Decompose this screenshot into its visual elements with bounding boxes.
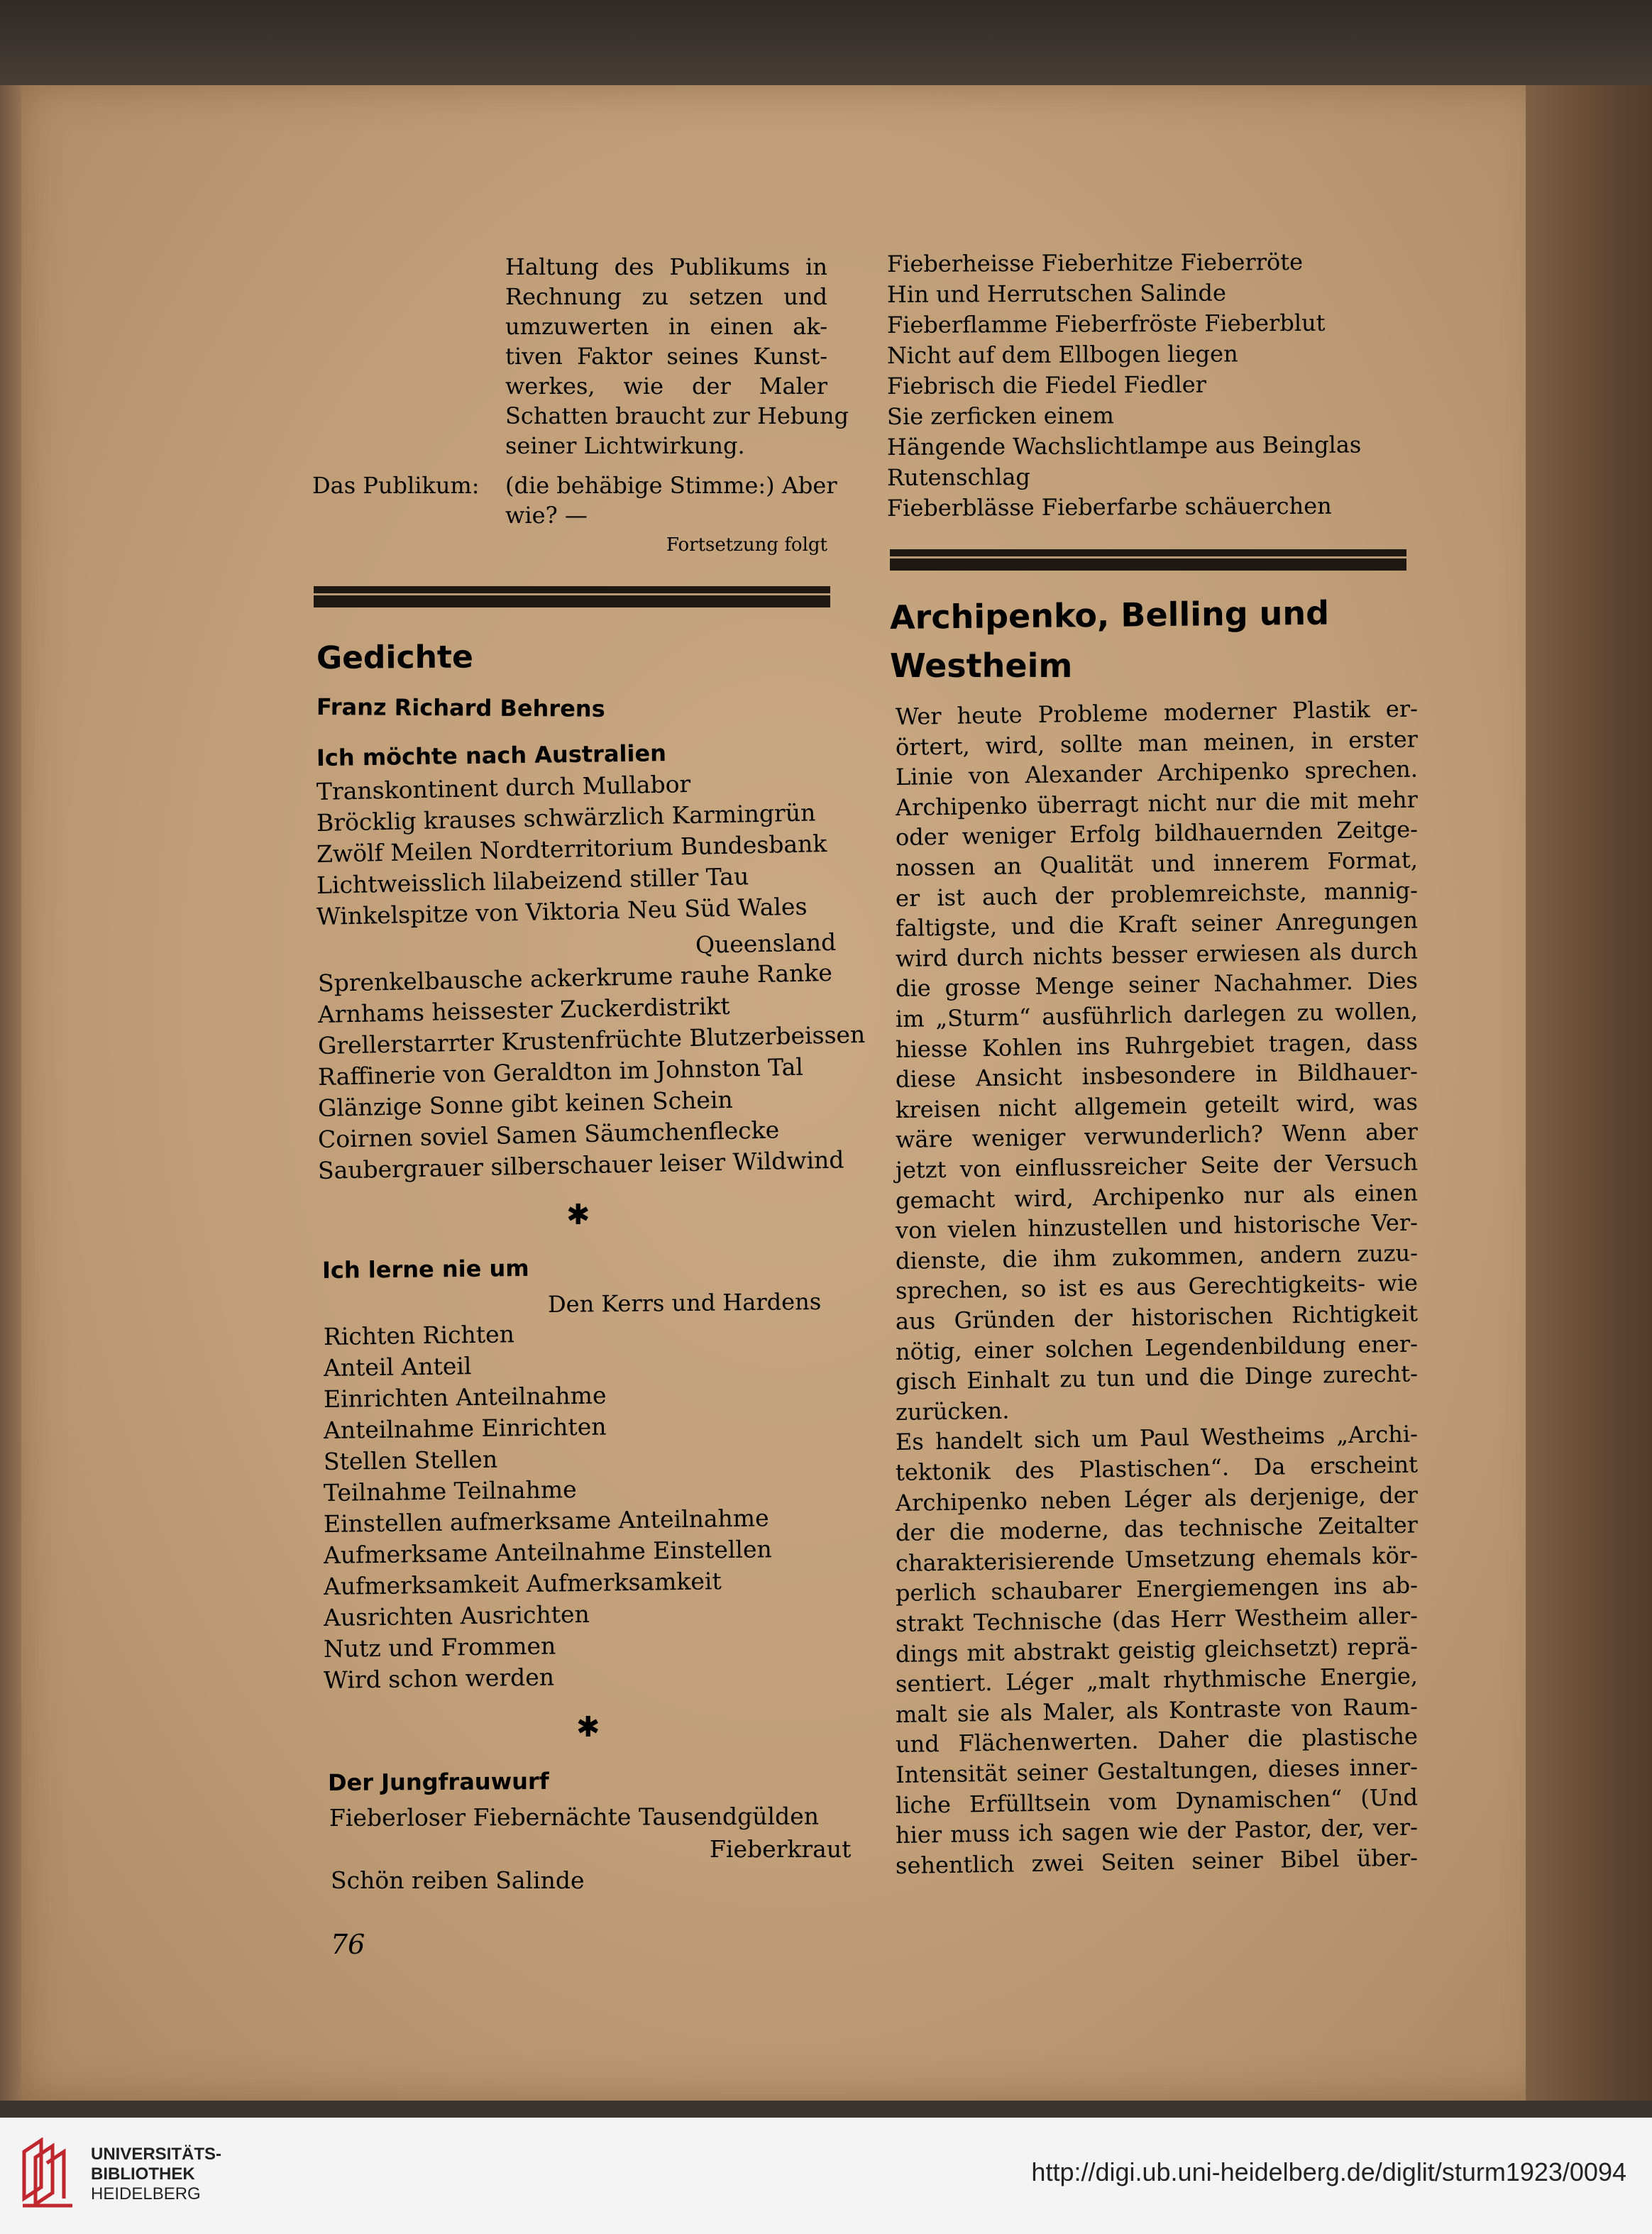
section-title: Gedichte	[316, 639, 473, 676]
page-number: 76	[331, 1929, 365, 1960]
left-top-line: seiner Lichtwirkung.	[505, 432, 745, 459]
article-line: kreisen nicht allgemein geteilt wird, was	[895, 1088, 1419, 1123]
article-line: malt sie als Maler, als Kontraste von Raum-	[895, 1693, 1419, 1728]
article-line: aus Gründen der historischen Richtigkeit	[895, 1299, 1419, 1335]
continuation-note: Fortsetzung folgt	[666, 534, 827, 556]
poem-line: Richten Richten	[323, 1320, 515, 1350]
article-line: Es handelt sich um Paul Westheims „Archi-	[895, 1420, 1419, 1456]
poem-line: Glänzige Sonne gibt keinen Schein	[317, 1085, 734, 1122]
poem-title: Ich möchte nach Australien	[316, 739, 667, 771]
poem-line: Rutenschlag	[886, 463, 1030, 491]
poem-line: Winkelspitze von Viktoria Neu Süd Wales	[316, 892, 808, 930]
poem-line-indent: Queensland	[695, 928, 837, 959]
poem-line: Bröcklig krauses schwärzlich Karmingrün	[316, 798, 816, 837]
left-top-line: umzuwerten in einen ak-	[505, 313, 827, 340]
poem-line: Raffinerie von Geraldton im Johnston Tal	[317, 1052, 804, 1091]
poem-line: Sprenkelbausche ackerkrume rauhe Ranke	[317, 958, 833, 997]
poem-line: Lichtweisslich lilabeizend stiller Tau	[316, 862, 749, 899]
article-line: und Flächenwerten. Daher die plastische	[895, 1722, 1419, 1759]
library-logo-text	[91, 2145, 221, 2204]
article-line: der die moderne, das technische Zeitalter	[895, 1511, 1419, 1547]
article-line: wird durch nichts besser erwiesen als durch	[895, 937, 1419, 972]
left-top-line: Haltung des Publikums in	[505, 253, 827, 280]
poem-line: Aufmerksame Anteilnahme Einstellen	[323, 1535, 773, 1569]
article-title: Westheim	[890, 646, 1073, 685]
poem-line: Einrichten Anteilnahme	[323, 1381, 607, 1413]
section-divider-left	[314, 586, 830, 607]
article-line: nossen an Qualität und innerem Format,	[895, 846, 1419, 881]
article-line: charakterisierende Umsetzung ehemals kör-	[895, 1541, 1419, 1577]
article-line: örtert, wird, sollte man meinen, in erster	[895, 725, 1419, 761]
poem-line: Nutz und Frommen	[323, 1632, 556, 1663]
left-top-line: tiven Faktor seines Kunst-	[505, 343, 827, 370]
poem-line: Coirnen soviel Samen Säumchenflecke	[317, 1116, 780, 1153]
article-line: jetzt von einflussreicher Seite der Versuch	[895, 1148, 1419, 1184]
left-top-line: Schatten braucht zur Hebung	[505, 402, 849, 429]
article-line: von vielen hinzustellen und historische Ver-	[895, 1209, 1419, 1245]
article-line: hiesse Kohlen ins Ruhrgebiet tragen, dass	[895, 1028, 1419, 1063]
article-line: hier muss ich sagen wie der Pastor, der, ver-	[895, 1813, 1419, 1849]
logo-line-3: HEIDELBERG	[91, 2184, 201, 2203]
poem-line: Schön reiben Salinde	[331, 1866, 585, 1894]
poem-line: Wird schon werden	[323, 1663, 555, 1694]
poem-dedication: Den Kerrs und Hardens	[547, 1287, 822, 1318]
article-line: oder weniger Erfolg bildhauernden Zeitge-	[895, 815, 1419, 852]
poem-line: Stellen Stellen	[323, 1445, 498, 1475]
speaker-line-2: wie? —	[505, 502, 588, 529]
article-line: sprechen, so ist es aus Gerechtigkeits- wie	[895, 1269, 1419, 1305]
star-ornament-2: ✱	[576, 1711, 600, 1744]
page-stack-right	[1526, 85, 1652, 2101]
article-line: wäre weniger verwunderlich? Wenn aber	[895, 1118, 1419, 1154]
poem-line: Arnhams heissester Zuckerdistrikt	[317, 991, 730, 1028]
left-top-line: Rechnung zu setzen und	[505, 283, 827, 310]
poem-line: Fieberflamme Fieberfröste Fieberblut	[886, 309, 1326, 339]
article-line: nötig, einer solchen Legendenbildung ener-	[895, 1330, 1419, 1365]
article-line: dienste, die ihm zukommen, andern zuzu-	[895, 1239, 1419, 1275]
poem-line: Ausrichten Ausrichten	[323, 1600, 590, 1632]
poem-line: Grellerstarrter Krustenfrüchte Blutzerbeissen	[317, 1020, 866, 1060]
article-line: liche Erfülltsein vom Dynamischen“ (Und	[895, 1783, 1419, 1819]
poem-line: Fieberblässe Fieberfarbe schäuerchen	[886, 492, 1332, 522]
article-line: Archipenko überragt nicht nur die mit mehr	[895, 786, 1419, 821]
poem-line: Teilnahme Teilnahme	[323, 1475, 577, 1507]
article-line: gisch Einhalt zu tun und die Dinge zurecht-	[895, 1360, 1419, 1396]
poem-line: Transkontinent durch Mullabor	[316, 769, 691, 805]
article-line: sehentlich zwei Seiten seiner Bibel über-	[895, 1844, 1419, 1879]
poem-line: Hin und Herrutschen Salinde	[886, 279, 1226, 308]
article-line: perlich schaubarer Energiemengen ins ab-	[895, 1571, 1419, 1607]
author-name: Franz Richard Behrens	[316, 693, 605, 722]
poem-line: Einstellen aufmerksame Anteilnahme	[323, 1504, 769, 1538]
poem-line: Fieberheisse Fieberhitze Fieberröte	[886, 248, 1304, 277]
article-line: diese Ansicht insbesondere in Bildhauer-	[895, 1057, 1419, 1094]
library-logo-icon	[20, 2137, 75, 2208]
article-line: Linie von Alexander Archipenko sprechen.	[895, 755, 1419, 791]
article-line: strakt Technische (das Herr Westheim aller-	[895, 1602, 1419, 1637]
poem-line: Anteil Anteil	[323, 1352, 472, 1382]
article-line: Wer heute Probleme moderner Plastik er-	[895, 695, 1419, 730]
poem-line: Fiebrisch die Fiedel Fiedler	[886, 370, 1206, 400]
star-ornament-1: ✱	[566, 1199, 590, 1231]
article-line: faltigste, und die Kraft seiner Anregungen	[895, 906, 1419, 942]
article-line: zurücken.	[895, 1397, 1010, 1426]
poem-line: Aufmerksamkeit Aufmerksamkeit	[323, 1567, 722, 1600]
article-line: sentiert. Léger „malt rhythmische Energie,	[895, 1662, 1419, 1698]
poem-line: Saubergrauer silberschauer leiser Wildwind	[317, 1145, 844, 1184]
logo-line-2: BIBLIOTHEK	[91, 2164, 195, 2184]
section-divider-right	[890, 549, 1406, 571]
poem-line: Sie zerficken einem	[886, 402, 1114, 430]
poem-line: Fieberloser Fiebernächte Tausendgülden	[329, 1802, 820, 1832]
poem-line: Nicht auf dem Ellbogen liegen	[886, 340, 1238, 369]
article-line: gemacht wird, Archipenko nur als einen	[895, 1179, 1419, 1214]
source-url[interactable]: http://digi.ub.uni-heidelberg.de/diglit/sturm1923/0094	[1031, 2157, 1626, 2186]
poem-line: Anteilnahme Einrichten	[323, 1412, 607, 1444]
poem-title: Der Jungfrauwurf	[327, 1767, 549, 1796]
logo-line-1: UNIVERSITÄTS-	[91, 2145, 222, 2164]
poem-line: Zwölf Meilen Nordterritorium Bundesbank	[316, 829, 827, 868]
footer-bar	[0, 2118, 1652, 2234]
article-line: tektonik des Plastischen“. Da erscheint	[895, 1451, 1419, 1486]
poem-title: Ich lerne nie um	[321, 1254, 529, 1284]
article-line: Archipenko neben Léger als derjenige, der	[895, 1481, 1419, 1517]
poem-line-indent: Fieberkraut	[710, 1835, 852, 1863]
scan-background-top	[0, 0, 1652, 92]
article-title: Archipenko, Belling und	[889, 593, 1330, 637]
article-line: Intensität seiner Gestaltungen, dieses inner-	[895, 1753, 1419, 1788]
left-top-line: werkes, wie der Maler	[505, 373, 827, 400]
poem-line: Hängende Wachslichtlampe aus Beinglas	[886, 431, 1362, 461]
article-line: er ist auch der problemreichste, mannig-	[895, 876, 1419, 912]
article-line: dings mit abstrakt geistig gleichsetzt) reprä-	[895, 1632, 1419, 1668]
speaker-line: (die behäbige Stimme:) Aber	[505, 472, 837, 499]
article-line: im „Sturm“ ausführlich darlegen zu wollen,	[895, 997, 1419, 1033]
speaker-label: Das Publikum:	[312, 472, 480, 499]
article-line: die grosse Menge seiner Nachahmer. Dies	[895, 967, 1419, 1003]
